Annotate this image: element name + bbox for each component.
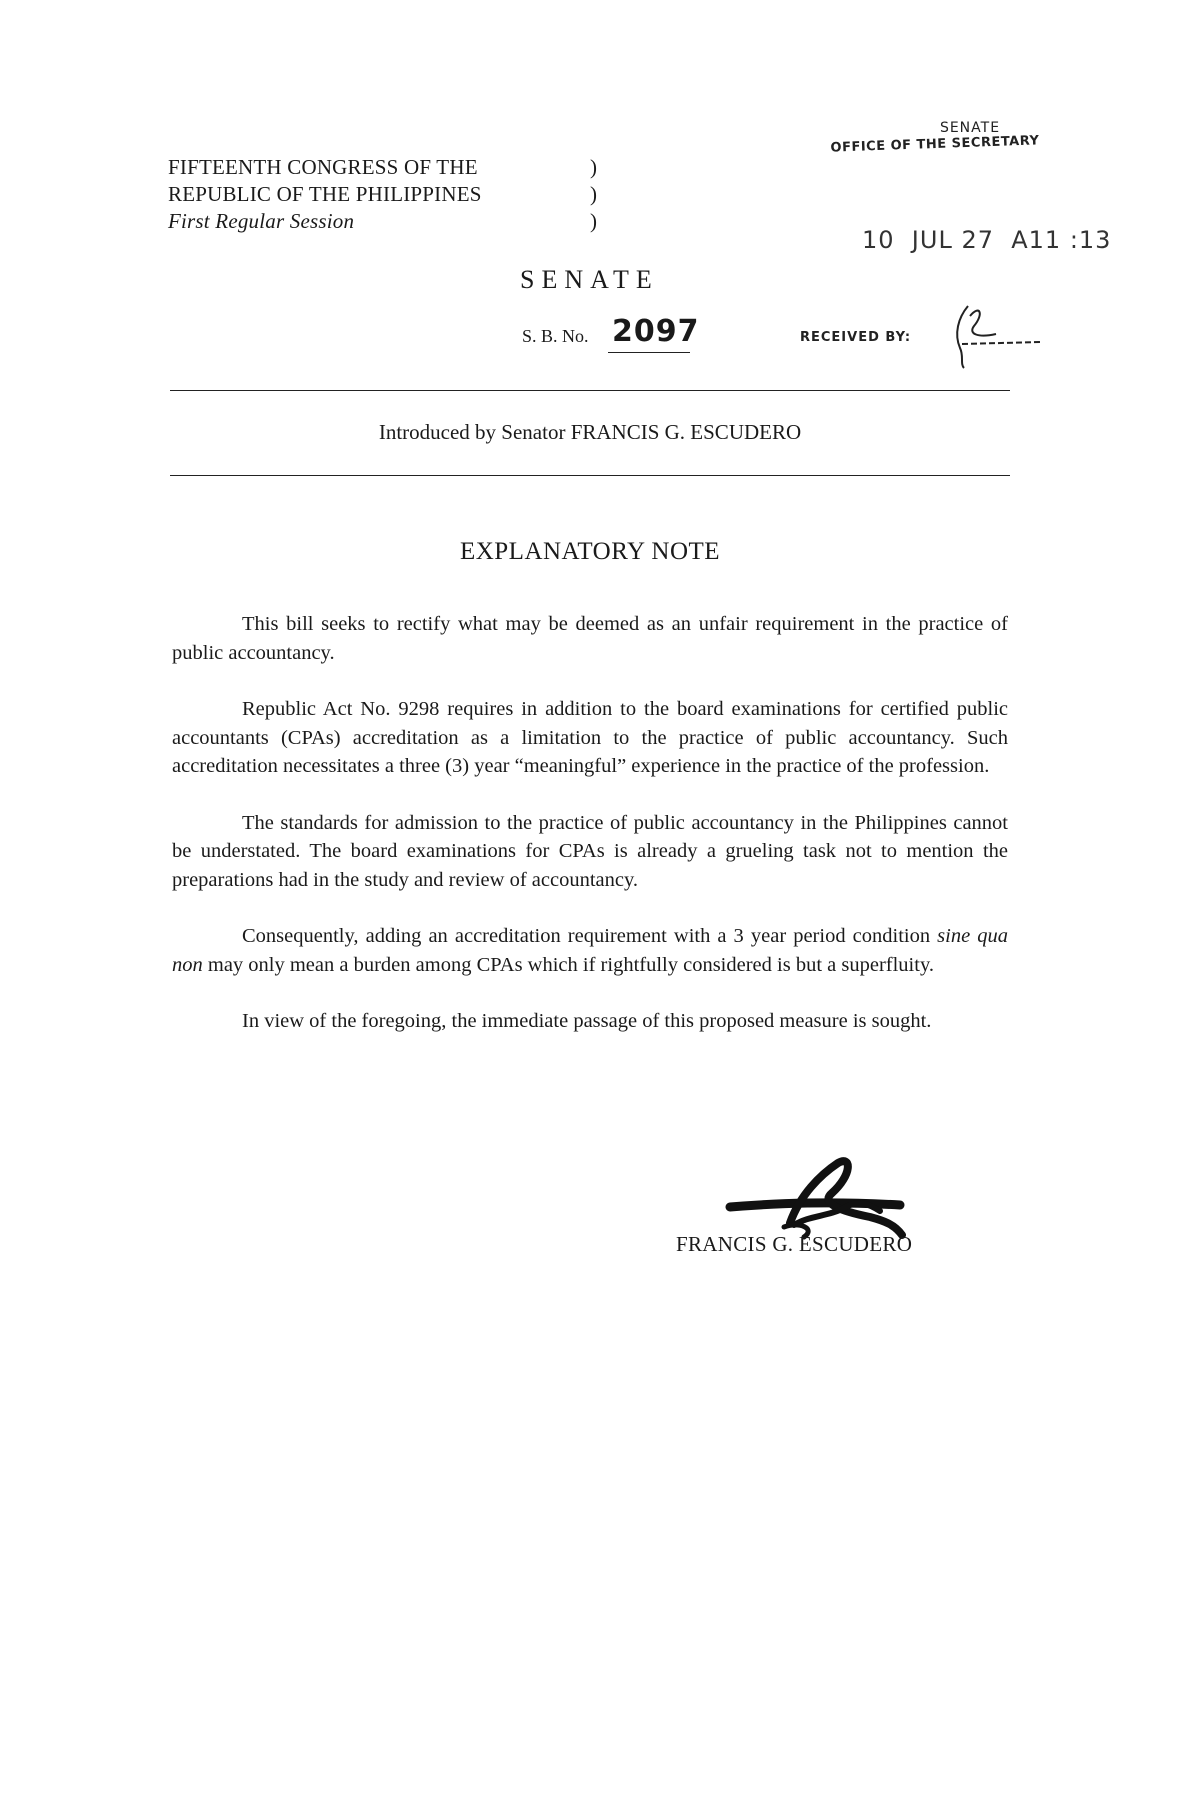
- paren-1: ): [590, 155, 597, 179]
- received-initials-mark: [940, 296, 1050, 376]
- paren-3: ): [590, 209, 597, 233]
- stamp-received-by: RECEIVED BY:: [800, 330, 912, 345]
- senate-heading: SENATE: [520, 265, 659, 294]
- paragraph-4-text-a: Consequently, adding an accreditation requirement with a 3 year period condition: [242, 925, 938, 947]
- sb-number-underline: [608, 352, 690, 353]
- introduced-by: Introduced by Senator FRANCIS G. ESCUDERO: [378, 420, 802, 444]
- rule-top: [170, 390, 1010, 391]
- paragraph-2-text: Republic Act No. 9298 requires in addition to the board examinations for certified public accountants (CPAs) accreditation as a limitation to the practice of public accountancy. Such accreditation necessitates a three (3) year “meaningful” experience in the practice of the profession.: [172, 698, 1008, 777]
- congress-header: [168, 154, 568, 235]
- paragraph-4-latin-phrase: sine qua non: [172, 925, 1008, 976]
- note-body: [172, 610, 1008, 1036]
- paragraph-1-text: This bill seeks to rectify what may be deemed as an unfair requirement in the practice of public accountancy.: [172, 613, 1008, 664]
- header-parens: [590, 154, 597, 235]
- paragraph-4: [172, 922, 1008, 979]
- congress-line-1: FIFTEENTH CONGRESS OF THE: [168, 155, 478, 179]
- congress-line-2: REPUBLIC OF THE PHILIPPINES: [168, 182, 482, 206]
- stamp-senate: SENATE: [939, 120, 1001, 136]
- paragraph-4-text-b: may only mean a burden among CPAs which if rightfully considered is but a superfluity.: [202, 953, 934, 976]
- paragraph-3-text: The standards for admission to the practice of public accountancy in the Philippines cannot be understated. The board examinations for CPAs is already a grueling task not to mention the preparations had in the study and review of accountancy.: [172, 811, 1008, 891]
- sb-number: 2097: [612, 314, 700, 349]
- paren-2: ): [590, 182, 597, 206]
- paragraph-3: [172, 809, 1008, 895]
- paragraph-5: [172, 1007, 1008, 1036]
- session-label: First Regular Session: [168, 209, 355, 233]
- paragraph-2: [172, 695, 1008, 781]
- stamp-office: OFFICE OF THE SECRETARY: [830, 133, 1040, 156]
- signatory-name: FRANCIS G. ESCUDERO: [676, 1232, 913, 1256]
- rule-bottom: [170, 475, 1010, 476]
- paragraph-1: [172, 610, 1008, 667]
- stamp-date-time: 10 JUL 27 A11 :13: [862, 226, 1112, 254]
- paragraph-5-text: In view of the foregoing, the immediate passage of this proposed measure is sought.: [242, 1010, 932, 1032]
- sb-label: S. B. No.: [522, 326, 589, 346]
- explanatory-note-title: EXPLANATORY NOTE: [459, 538, 721, 565]
